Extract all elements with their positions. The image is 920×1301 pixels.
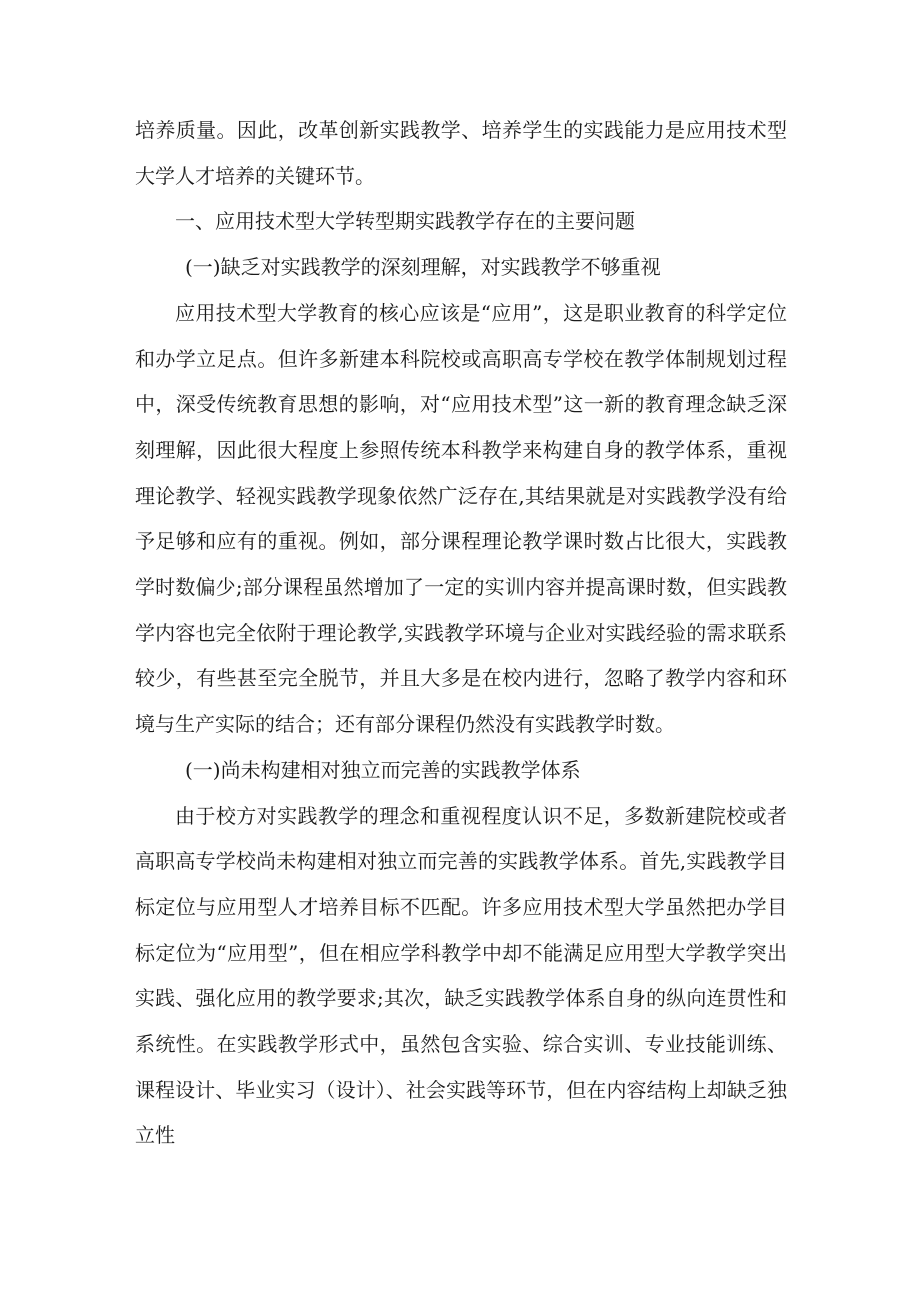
paragraph-practice-system: 由于校方对实践教学的理念和重视程度认识不足，多数新建院校或者高职高专学校尚未构建相对独立而完善的实践教学体系。首先,实践教学目标定位与应用型人才培养目标不匹配。许多应用技术型大学虽然把办学目标定位为“应用型”，但在相应学科教学中却不能满足应用型大学教学突出实践、强化应用的教学要求;其次，缺乏实践教学体系自身的纵向连贯性和系统性。在实践教学形式中，虽然包含实验、综合实训、专业技能训练、课程设计、毕业实习（设计）、社会实践等环节，但在内容结构上却缺乏独立性: [135, 803, 787, 1148]
subsection-heading-1: (一)缺乏对实践教学的深刻理解，对实践教学不够重视: [185, 255, 661, 280]
subsection-heading-2: (一)尚未构建相对独立而完善的实践教学体系: [185, 757, 581, 782]
document-body: [135, 108, 787, 1159]
paragraph-practice-understanding: 应用技术型大学教育的核心应该是“应用”，这是职业教育的科学定位和办学立足点。但许多新建本科院校或高职高专学校在教学体制规划过程中，深受传统教育思想的影响，对“应用技术型”这一新的教育理念缺乏深刻理解，因此很大程度上参照传统本科教学来构建自身的教学体系，重视理论教学、轻视实践教学现象依然广泛存在,其结果就是对实践教学没有给予足够和应有的重视。例如，部分课程理论教学课时数占比很大，实践教学时数偏少;部分课程虽然增加了一定的实训内容并提高课时数，但实践教学内容也完全依附于理论教学,实践教学环境与企业对实践经验的需求联系较少，有些甚至完全脱节，并且大多是在校内进行，忽略了教学内容和环境与生产实际的结合；还有部分课程仍然没有实践教学时数。: [135, 300, 787, 737]
paragraph-intro-continuation: 培养质量。因此，改革创新实践教学、培养学生的实践能力是应用技术型大学人才培养的关键环节。: [135, 118, 787, 188]
section-heading-1: 一、应用技术型大学转型期实践教学存在的主要问题: [175, 209, 635, 234]
